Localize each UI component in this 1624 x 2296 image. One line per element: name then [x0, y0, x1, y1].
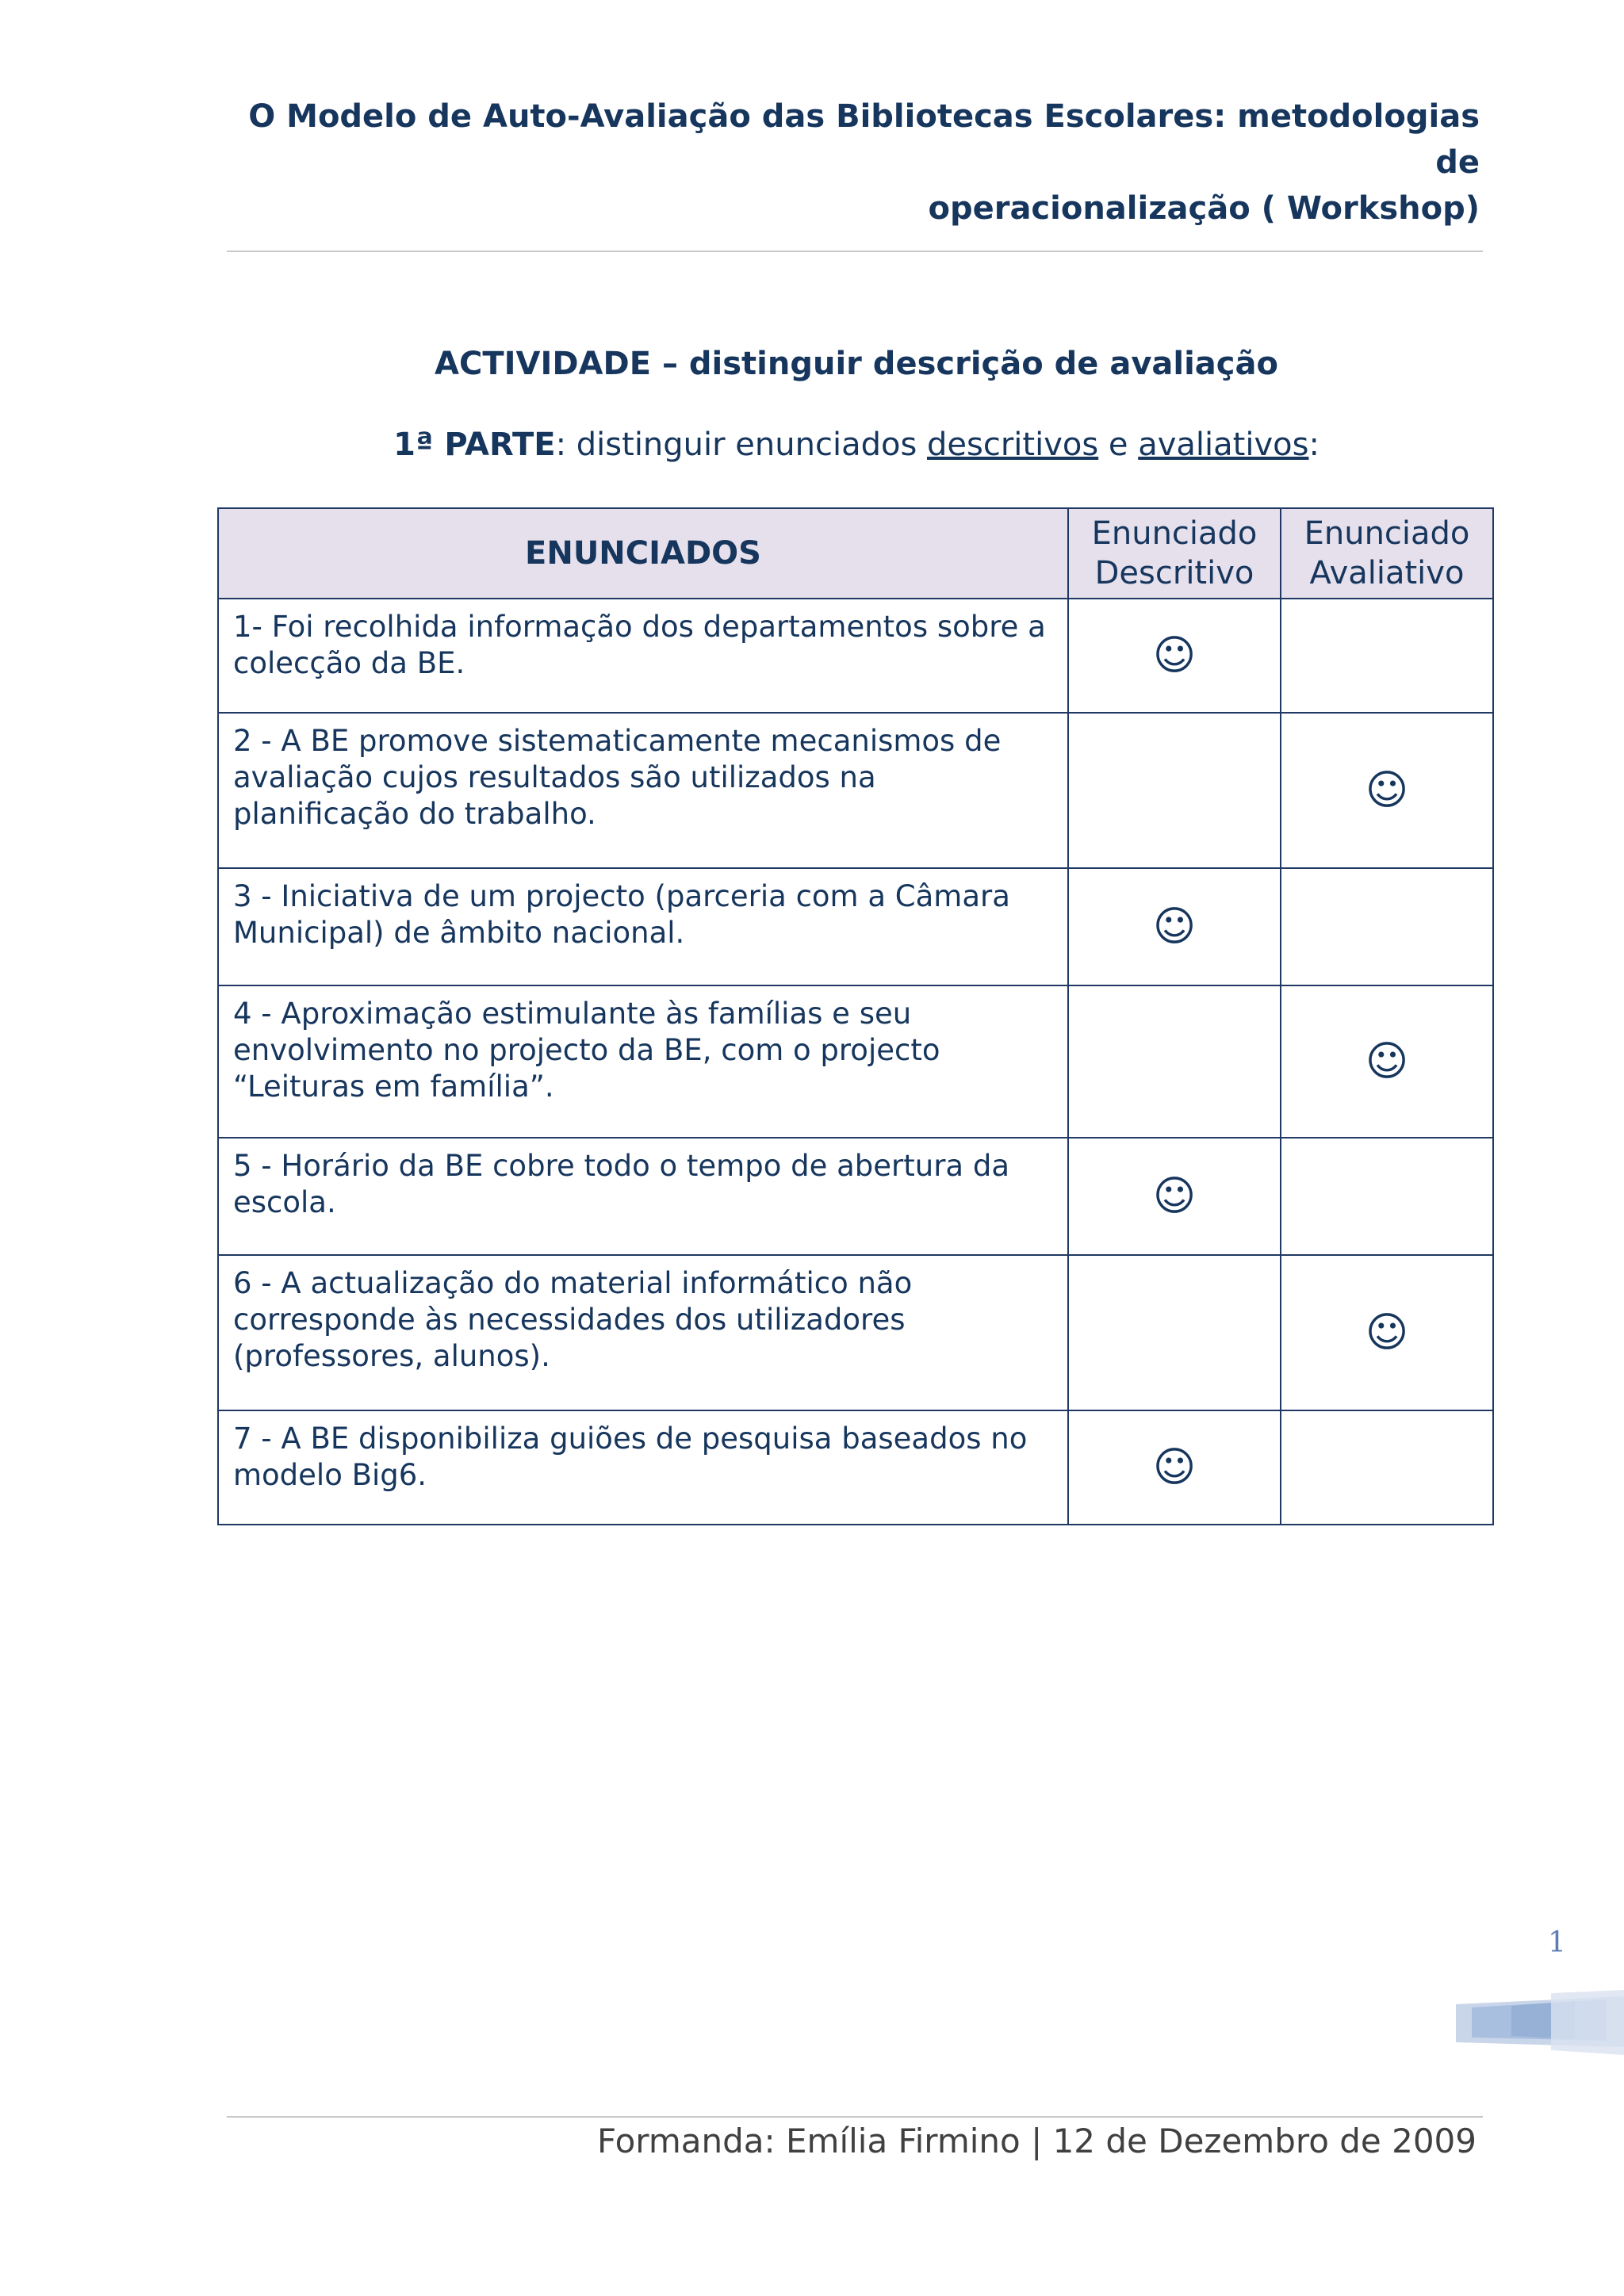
subtitle-text-b: e: [1098, 427, 1139, 463]
enunciado-text: 7 - A BE disponibiliza guiões de pesquisa baseados no modelo Big6.: [218, 1410, 1068, 1525]
header-enunciado-avaliativo: [1281, 508, 1493, 599]
avaliativo-cell: [1281, 1138, 1493, 1255]
table-header-row: [218, 508, 1493, 599]
header-avaliativo-line1: Enunciado: [1304, 515, 1470, 552]
subtitle-underline-descritivos: descritivos: [927, 427, 1099, 463]
footer-text: Formanda: Emília Firmino | 12 de Dezembro de 2009: [596, 2122, 1477, 2160]
activity-title: ACTIVIDADE – distinguir descrição de avaliação: [435, 346, 1278, 382]
table-row: [218, 1410, 1493, 1525]
smiley-icon: ☺: [1068, 868, 1281, 985]
smiley-icon: ☺: [1281, 713, 1493, 868]
header-divider: [227, 251, 1483, 252]
enunciados-table: [217, 507, 1494, 1525]
subtitle-text-c: :: [1308, 427, 1320, 463]
table-row: [218, 1255, 1493, 1410]
subtitle-text-a: : distinguir enunciados: [555, 427, 927, 463]
avaliativo-cell: [1281, 599, 1493, 713]
enunciado-text: 2 - A BE promove sistematicamente mecanismos de avaliação cujos resultados são utilizados na planificação do trabalho.: [218, 713, 1068, 868]
page-number: 1: [1548, 1927, 1566, 1959]
header-enunciado-descritivo: [1068, 508, 1281, 599]
table-row: [218, 599, 1493, 713]
descritivo-cell: [1068, 713, 1281, 868]
smiley-icon: ☺: [1281, 1255, 1493, 1410]
avaliativo-cell: [1281, 1410, 1493, 1525]
header-descritivo-line1: Enunciado: [1091, 515, 1258, 552]
enunciado-text: 6 - A actualização do material informático não corresponde às necessidades dos utilizadores (professores, alunos).: [218, 1255, 1068, 1410]
footer-divider: [227, 2116, 1483, 2118]
header-line-2: operacionalização ( Workshop): [928, 190, 1480, 227]
descritivo-cell: [1068, 1255, 1281, 1410]
header-avaliativo-line2: Avaliativo: [1309, 555, 1465, 591]
enunciado-text: 4 - Aproximação estimulante às famílias e seu envolvimento no projecto da BE, com o projecto “Leituras em família”.: [218, 985, 1068, 1138]
enunciado-text: 1- Foi recolhida informação dos departamentos sobre a colecção da BE.: [218, 599, 1068, 713]
smiley-icon: ☺: [1068, 1138, 1281, 1255]
table-row: [218, 985, 1493, 1138]
header-enunciados: ENUNCIADOS: [218, 508, 1068, 599]
smiley-icon: ☺: [1068, 1410, 1281, 1525]
subtitle-underline-avaliativos: avaliativos: [1138, 427, 1309, 463]
activity-subtitle: [0, 427, 1624, 463]
page-decoration-icon: [1456, 1990, 1624, 2058]
smiley-icon: ☺: [1281, 985, 1493, 1138]
subtitle-bold: 1ª PARTE: [393, 427, 556, 463]
enunciado-text: 5 - Horário da BE cobre todo o tempo de abertura da escola.: [218, 1138, 1068, 1255]
header-descritivo-line2: Descritivo: [1094, 555, 1254, 591]
table-row: [218, 868, 1493, 985]
table-row: [218, 1138, 1493, 1255]
descritivo-cell: [1068, 985, 1281, 1138]
smiley-icon: ☺: [1068, 599, 1281, 713]
header-line-1: O Modelo de Auto-Avaliação das Bibliotecas Escolares: metodologias de: [248, 98, 1480, 181]
avaliativo-cell: [1281, 868, 1493, 985]
table-row: [218, 713, 1493, 868]
enunciado-text: 3 - Iniciativa de um projecto (parceria com a Câmara Municipal) de âmbito nacional.: [218, 868, 1068, 985]
document-header: [227, 94, 1480, 232]
